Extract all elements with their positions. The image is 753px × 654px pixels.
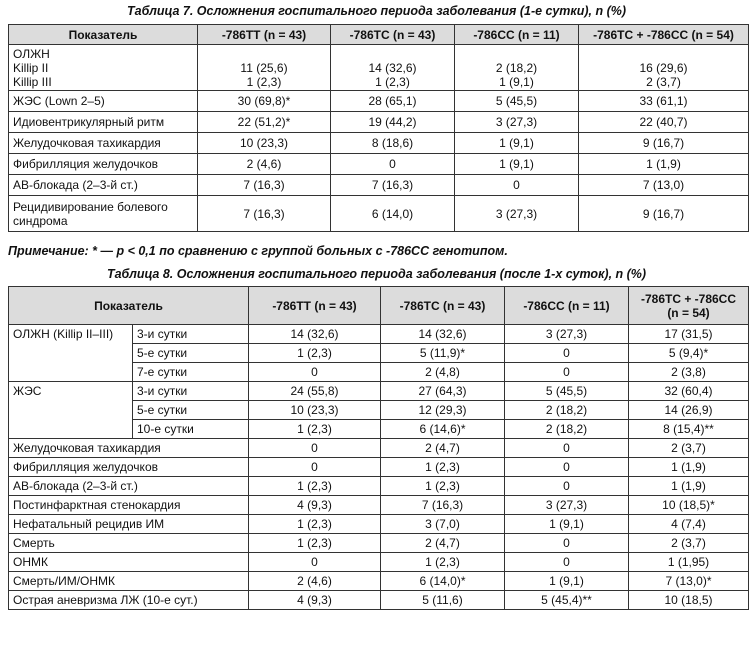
table-cell: 7 (16,3) bbox=[331, 175, 455, 196]
table-cell: 5 (45,5) bbox=[455, 91, 579, 112]
table-cell: 1 (9,1) bbox=[505, 572, 629, 591]
table-cell: 3 (27,3) bbox=[505, 325, 629, 344]
table-cell: 10 (23,3) bbox=[249, 401, 381, 420]
table-row bbox=[9, 91, 749, 112]
row-label: Постинфарктная стенокардия bbox=[9, 496, 249, 515]
table-cell: 2 (18,2) 1 (9,1) bbox=[455, 45, 579, 91]
table-cell: 8 (18,6) bbox=[331, 133, 455, 154]
table-cell: 2 (3,7) bbox=[629, 439, 749, 458]
sub-label: 3-и сутки bbox=[133, 325, 249, 344]
table-cell: 1 (9,1) bbox=[455, 133, 579, 154]
table-row bbox=[9, 133, 749, 154]
table-cell: 17 (31,5) bbox=[629, 325, 749, 344]
table-cell: 9 (16,7) bbox=[579, 196, 749, 232]
table-cell: 24 (55,8) bbox=[249, 382, 381, 401]
table8-caption: Таблица 8. Осложнения госпитального периода заболевания (после 1-х суток), n (%) bbox=[106, 267, 647, 281]
row-label: Нефатальный рецидив ИМ bbox=[9, 515, 249, 534]
table-cell: 1 (2,3) bbox=[249, 477, 381, 496]
table-row bbox=[9, 175, 749, 196]
row-label: ЖЭС (Lown 2–5) bbox=[9, 91, 198, 112]
table7-header: -786TT (n = 43) bbox=[198, 25, 331, 45]
row-label: АВ-блокада (2–3-й ст.) bbox=[9, 477, 249, 496]
table-row bbox=[9, 196, 749, 232]
table-cell: 30 (69,8)* bbox=[198, 91, 331, 112]
table-cell: 0 bbox=[455, 175, 579, 196]
table-cell: 10 (18,5)* bbox=[629, 496, 749, 515]
table7-header-row bbox=[9, 25, 749, 45]
table-cell: 7 (16,3) bbox=[198, 175, 331, 196]
table-row bbox=[9, 112, 749, 133]
row-label: Идиовентрикулярный ритм bbox=[9, 112, 198, 133]
table-cell: 22 (51,2)* bbox=[198, 112, 331, 133]
table-cell: 2 (4,8) bbox=[381, 363, 505, 382]
table-cell: 0 bbox=[249, 363, 381, 382]
table-cell: 1 (2,3) bbox=[249, 344, 381, 363]
row-label: Фибрилляция желудочков bbox=[9, 154, 198, 175]
table-cell: 3 (27,3) bbox=[455, 112, 579, 133]
table-cell: 5 (11,6) bbox=[381, 591, 505, 610]
table-cell: 7 (13,0)* bbox=[629, 572, 749, 591]
table-cell: 2 (18,2) bbox=[505, 401, 629, 420]
table-row bbox=[9, 325, 749, 344]
table8 bbox=[8, 286, 749, 610]
table-cell: 7 (16,3) bbox=[198, 196, 331, 232]
group-label bbox=[9, 401, 133, 420]
table-cell: 7 (13,0) bbox=[579, 175, 749, 196]
table7-note: Примечание: * — p < 0,1 по сравнению с группой больных с -786CC генотипом. bbox=[8, 244, 508, 258]
table-cell: 14 (32,6) 1 (2,3) bbox=[331, 45, 455, 91]
table-row bbox=[9, 154, 749, 175]
table-cell: 9 (16,7) bbox=[579, 133, 749, 154]
group-label: ЖЭС bbox=[9, 382, 133, 401]
table-row bbox=[9, 572, 749, 591]
sub-label: 3-и сутки bbox=[133, 382, 249, 401]
table-cell: 1 (9,1) bbox=[505, 515, 629, 534]
table-cell: 5 (45,4)** bbox=[505, 591, 629, 610]
table-cell: 2 (4,7) bbox=[381, 439, 505, 458]
table-cell: 1 (2,3) bbox=[381, 477, 505, 496]
table-cell: 2 (18,2) bbox=[505, 420, 629, 439]
table-cell: 33 (61,1) bbox=[579, 91, 749, 112]
table-cell: 6 (14,6)* bbox=[381, 420, 505, 439]
table-cell: 0 bbox=[331, 154, 455, 175]
table8-header-row bbox=[9, 287, 749, 325]
row-label: Желудочковая тахикардия bbox=[9, 439, 249, 458]
table-cell: 1 (2,3) bbox=[249, 534, 381, 553]
row-label: Острая аневризма ЛЖ (10-е сут.) bbox=[9, 591, 249, 610]
table-cell: 19 (44,2) bbox=[331, 112, 455, 133]
table-cell: 0 bbox=[249, 458, 381, 477]
table-cell: 1 (2,3) bbox=[381, 553, 505, 572]
table-cell: 14 (26,9) bbox=[629, 401, 749, 420]
row-label: Фибрилляция желудочков bbox=[9, 458, 249, 477]
table-cell: 1 (9,1) bbox=[455, 154, 579, 175]
table-row bbox=[9, 439, 749, 458]
table-cell: 7 (16,3) bbox=[381, 496, 505, 515]
table-row bbox=[9, 363, 749, 382]
table-row bbox=[9, 420, 749, 439]
table-row bbox=[9, 477, 749, 496]
table-cell: 16 (29,6) 2 (3,7) bbox=[579, 45, 749, 91]
table-cell: 1 (2,3) bbox=[381, 458, 505, 477]
table-cell: 0 bbox=[505, 553, 629, 572]
row-label: ОНМК bbox=[9, 553, 249, 572]
table-cell: 1 (2,3) bbox=[249, 515, 381, 534]
table-cell: 3 (27,3) bbox=[455, 196, 579, 232]
table-cell: 10 (23,3) bbox=[198, 133, 331, 154]
table7-header: Показатель bbox=[9, 25, 198, 45]
table7-header: -786CC (n = 11) bbox=[455, 25, 579, 45]
table-cell: 0 bbox=[505, 534, 629, 553]
table-cell: 6 (14,0)* bbox=[381, 572, 505, 591]
table-row bbox=[9, 515, 749, 534]
row-label: ОЛЖН Killip II Killip III bbox=[9, 45, 198, 91]
table-cell: 14 (32,6) bbox=[249, 325, 381, 344]
row-label: Смерть bbox=[9, 534, 249, 553]
table-cell: 1 (1,95) bbox=[629, 553, 749, 572]
table-cell: 1 (2,3) bbox=[249, 420, 381, 439]
table-cell: 2 (4,7) bbox=[381, 534, 505, 553]
group-label bbox=[9, 420, 133, 439]
table-cell: 12 (29,3) bbox=[381, 401, 505, 420]
table7-caption: Таблица 7. Осложнения госпитального периода заболевания (1-е сутки), n (%) bbox=[126, 4, 627, 18]
table8-header: -786TT (n = 43) bbox=[249, 287, 381, 325]
table-row bbox=[9, 458, 749, 477]
table-cell: 28 (65,1) bbox=[331, 91, 455, 112]
table-cell: 5 (11,9)* bbox=[381, 344, 505, 363]
table-cell: 1 (1,9) bbox=[629, 477, 749, 496]
group-label bbox=[9, 363, 133, 382]
table8-header: Показатель bbox=[9, 287, 249, 325]
table-row bbox=[9, 344, 749, 363]
table-row bbox=[9, 45, 749, 91]
table-cell: 0 bbox=[249, 553, 381, 572]
table-row bbox=[9, 553, 749, 572]
table-cell: 5 (45,5) bbox=[505, 382, 629, 401]
table-cell: 4 (7,4) bbox=[629, 515, 749, 534]
table-cell: 6 (14,0) bbox=[331, 196, 455, 232]
table-cell: 0 bbox=[505, 477, 629, 496]
table-cell: 14 (32,6) bbox=[381, 325, 505, 344]
table-cell: 1 (1,9) bbox=[579, 154, 749, 175]
row-label: Рецидивирование болевого синдрома bbox=[9, 196, 198, 232]
group-label: ОЛЖН (Killip II–III) bbox=[9, 325, 133, 344]
table-cell: 0 bbox=[505, 439, 629, 458]
table-cell: 5 (9,4)* bbox=[629, 344, 749, 363]
table-cell: 2 (3,7) bbox=[629, 534, 749, 553]
table-cell: 3 (27,3) bbox=[505, 496, 629, 515]
table-cell: 32 (60,4) bbox=[629, 382, 749, 401]
table7 bbox=[8, 24, 749, 232]
table-row bbox=[9, 382, 749, 401]
sub-label: 5-е сутки bbox=[133, 344, 249, 363]
table7-header: -786TC + -786CC (n = 54) bbox=[579, 25, 749, 45]
table-cell: 8 (15,4)** bbox=[629, 420, 749, 439]
table-cell: 0 bbox=[505, 458, 629, 477]
table8-header: -786TC + -786CC (n = 54) bbox=[629, 287, 749, 325]
table-cell: 1 (1,9) bbox=[629, 458, 749, 477]
table-cell: 4 (9,3) bbox=[249, 591, 381, 610]
table-row bbox=[9, 401, 749, 420]
table-cell: 2 (4,6) bbox=[198, 154, 331, 175]
table8-header: -786CC (n = 11) bbox=[505, 287, 629, 325]
table-cell: 27 (64,3) bbox=[381, 382, 505, 401]
table-cell: 22 (40,7) bbox=[579, 112, 749, 133]
table7-header: -786TC (n = 43) bbox=[331, 25, 455, 45]
row-label: Желудочковая тахикардия bbox=[9, 133, 198, 154]
table-cell: 10 (18,5) bbox=[629, 591, 749, 610]
table-cell: 0 bbox=[249, 439, 381, 458]
table-row bbox=[9, 591, 749, 610]
group-label bbox=[9, 344, 133, 363]
table-row bbox=[9, 496, 749, 515]
sub-label: 5-е сутки bbox=[133, 401, 249, 420]
table-cell: 4 (9,3) bbox=[249, 496, 381, 515]
row-label: АВ-блокада (2–3-й ст.) bbox=[9, 175, 198, 196]
sub-label: 10-е сутки bbox=[133, 420, 249, 439]
table-cell: 0 bbox=[505, 363, 629, 382]
sub-label: 7-е сутки bbox=[133, 363, 249, 382]
table-row bbox=[9, 534, 749, 553]
table8-header: -786TC (n = 43) bbox=[381, 287, 505, 325]
table-cell: 2 (3,8) bbox=[629, 363, 749, 382]
table-cell: 11 (25,6) 1 (2,3) bbox=[198, 45, 331, 91]
table-cell: 3 (7,0) bbox=[381, 515, 505, 534]
table-cell: 0 bbox=[505, 344, 629, 363]
row-label: Смерть/ИМ/ОНМК bbox=[9, 572, 249, 591]
table-cell: 2 (4,6) bbox=[249, 572, 381, 591]
